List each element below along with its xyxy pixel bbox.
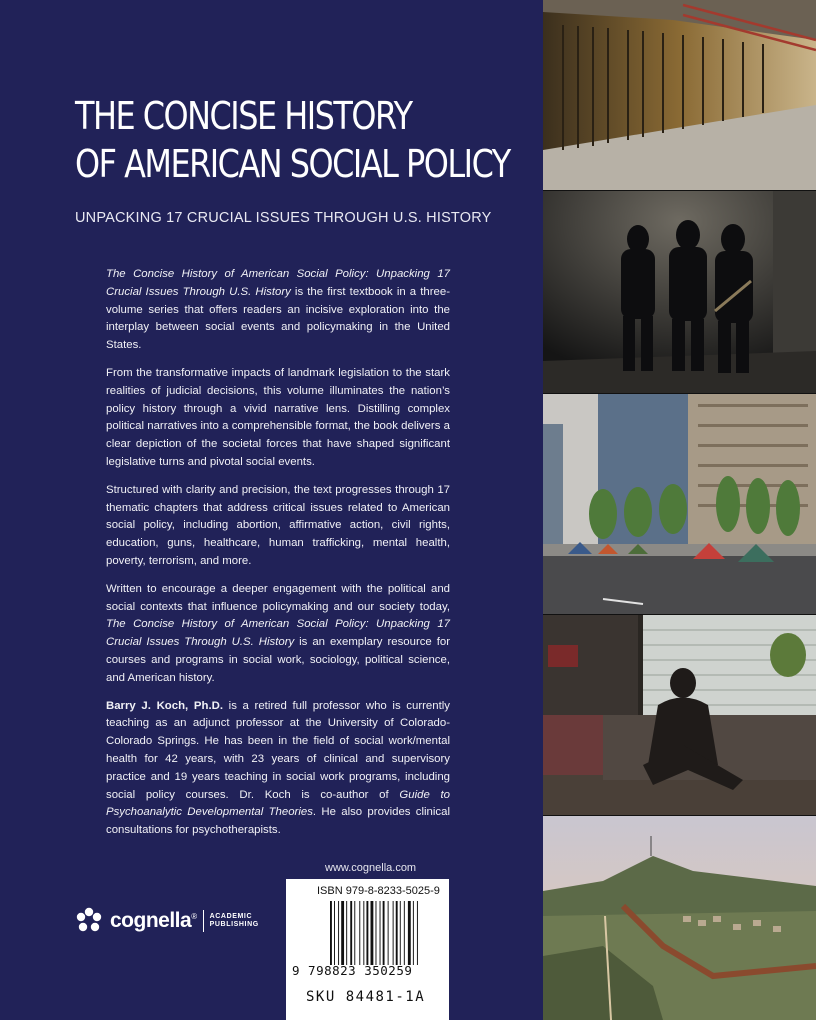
publisher-name: cognella®: [110, 909, 197, 932]
barcode-bar: [371, 901, 374, 965]
barcode-bar: [400, 901, 401, 965]
book-title: [75, 92, 510, 188]
book-title-line-1: THE CONCISE HISTORY: [75, 94, 412, 138]
barcode-bar: [413, 901, 414, 965]
cognella-flower-icon: [74, 906, 104, 936]
publisher-logo: [74, 906, 259, 936]
isbn-barcode: [286, 879, 449, 1020]
barcode-bar: [388, 901, 389, 965]
photo-strip: [543, 0, 816, 1020]
description-block: [106, 266, 450, 850]
book-subtitle: UNPACKING 17 CRUCIAL ISSUES THROUGH U.S. HISTORY: [75, 210, 492, 226]
barcode-bar: [338, 901, 339, 965]
barcode-bar: [408, 901, 411, 965]
book-title-italic: The Concise History of American Social Policy: Unpacking 17 Crucial Issues Through U.S. History: [106, 268, 450, 298]
photo-distressed-person: [543, 615, 816, 815]
photo-hooded-figures: [543, 191, 816, 393]
publisher-url[interactable]: www.cognella.com: [325, 862, 417, 874]
sku-number: SKU 84481-1A: [306, 989, 426, 1005]
description-paragraph-3: Structured with clarity and precision, the text progresses through 17 thematic chapters that address critical issues related to American social policy, including abortion, affirmative action, civil rights, education, guns, healthcare, human trafficking, mental health, poverty, terrorism, and more.: [106, 483, 450, 567]
barcode-bar: [354, 901, 355, 965]
barcode-bar: [334, 901, 335, 965]
barcode-digits: 9 798823 350259: [292, 963, 413, 978]
barcode-bar: [376, 901, 377, 965]
barcode-bar: [341, 901, 344, 965]
photo-prison-cells: [543, 0, 816, 190]
barcode-bar: [393, 901, 394, 965]
barcode-bar: [396, 901, 398, 965]
description-paragraph-2: From the transformative impacts of landmark legislation to the stark realities of judicial decisions, this volume illuminates the nation’s policy history through a vivid narrative lens. Distilling complex political narratives into a comprehensible format, the book delivers a clear depiction of the societal forces that have shaped significant legislative turns and pivotal social events.: [106, 366, 450, 468]
photo-homeless-encampment: [543, 394, 816, 614]
barcode-bar: [366, 901, 368, 965]
isbn-number: ISBN 979-8-8233-5025-9: [317, 885, 440, 897]
barcode-bar: [417, 901, 418, 965]
barcode-bar: [330, 901, 332, 965]
barcode-bar: [346, 901, 347, 965]
barcode-bar: [383, 901, 385, 965]
photo-border-wall: [543, 816, 816, 1020]
description-paragraph-4: Written to encourage a deeper engagement with the political and social contexts that influence policymaking and our society today, The Concise History of American Social Policy: Unpacking 17 Crucial Issues Through U.S. History is an exemplary resource for courses and programs in social work, sociology, political science, and American history.: [106, 582, 451, 684]
logo-divider: [203, 910, 204, 932]
barcode-bar: [404, 901, 405, 965]
barcode-bar: [363, 901, 364, 965]
coauthored-book-title: Guide to Psychoanalytic Developmental Theories: [106, 788, 451, 819]
barcode-bar: [380, 901, 381, 965]
author-bio: Barry J. Koch, Ph.D. is a retired full professor who is currently teaching as an adjunct professor at the University of Colorado-Colorado Springs. He has been in the field of social work/mental health for 42 years, with 23 years of clinical and supervisory practice and 19 years teaching in social work programs, including social policy courses. Dr. Koch is co-author of Guide to Psychoanalytic Developmental Theories. He also provides clinical consultations for psychotherapists.: [106, 699, 451, 837]
barcode-bar: [350, 901, 352, 965]
publisher-subtitle: ACADEMIC PUBLISHING: [209, 913, 259, 928]
barcode-bars: [330, 901, 418, 965]
book-title-line-2: OF AMERICAN SOCIAL POLICY: [75, 142, 510, 186]
author-name: Barry J. Koch, Ph.D.: [106, 699, 223, 712]
description-paragraph-1: The Concise History of American Social Policy: Unpacking 17 Crucial Issues Through U.S. History is the first textbook in a three-volume series that offers readers an incisive exploration into the interplay between social events and policymaking in the United States.: [106, 268, 451, 352]
barcode-bar: [359, 901, 360, 965]
book-title-italic: The Concise History of American Social Policy: Unpacking 17 Crucial Issues Through U.S. History: [106, 618, 450, 649]
